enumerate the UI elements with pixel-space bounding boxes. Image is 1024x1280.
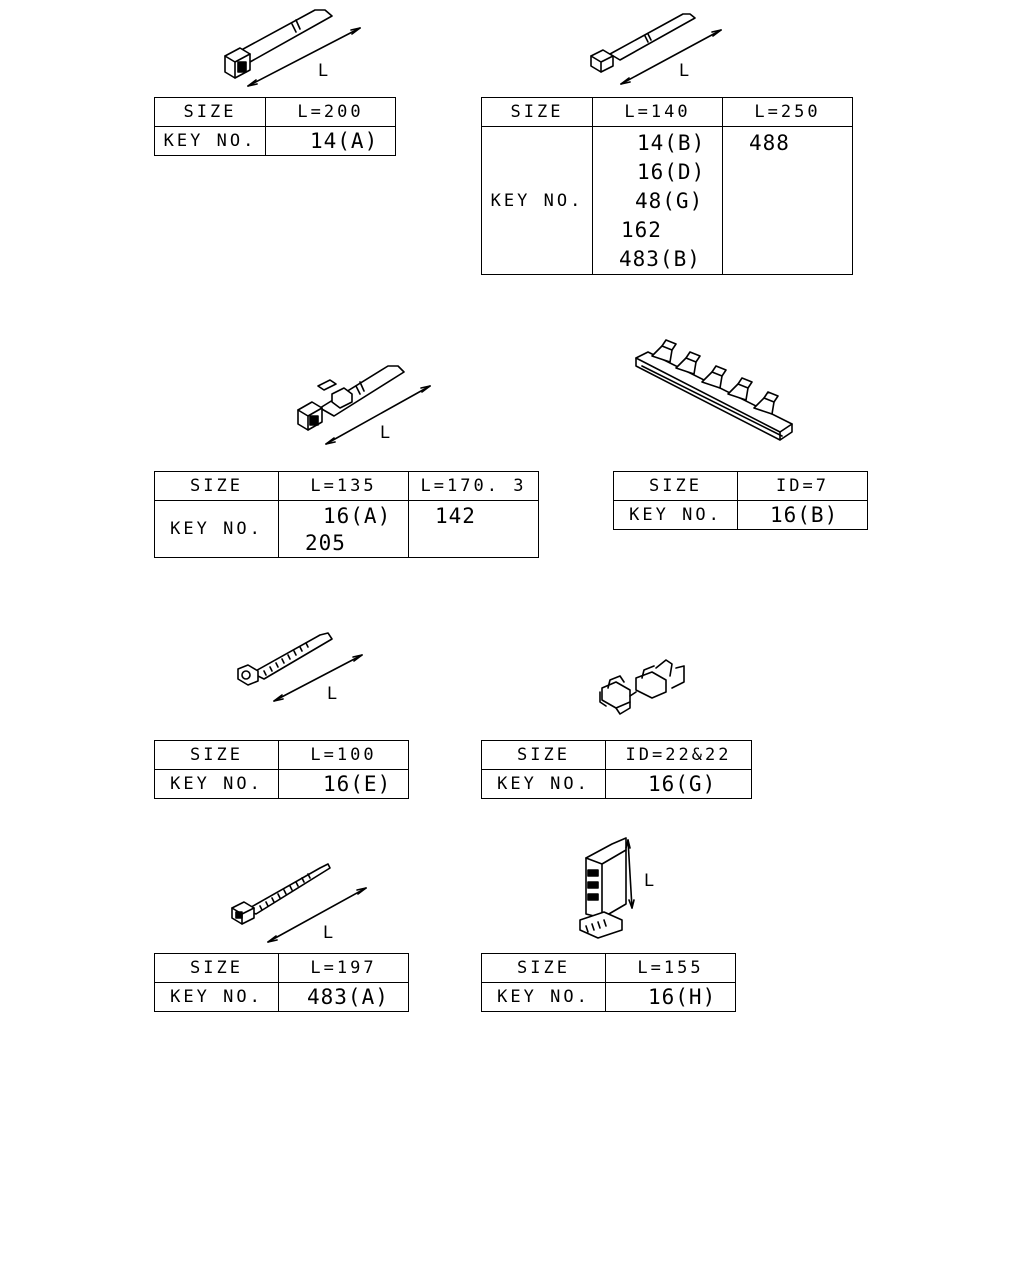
row-label-key-no: KEY NO. bbox=[482, 983, 606, 1012]
cable-tie-bracket-icon bbox=[290, 358, 440, 458]
spec-table-id7 bbox=[613, 471, 868, 530]
header-id: ID=7 bbox=[738, 472, 868, 501]
harness-clamp-strip-icon bbox=[632, 336, 802, 446]
key-no-value: 483(A) bbox=[279, 983, 409, 1012]
key-no-value: 16(B) bbox=[738, 501, 868, 530]
dim-label: L bbox=[327, 684, 337, 704]
key-no-value: 48(G) bbox=[635, 189, 704, 213]
row-label-key-no: KEY NO. bbox=[614, 501, 738, 530]
header-length-2: L=170. 3 bbox=[409, 472, 539, 501]
key-no-list-1 bbox=[593, 127, 723, 275]
dim-label: L bbox=[644, 871, 654, 891]
key-no-list-2 bbox=[409, 501, 539, 558]
cable-tie-push-mount-icon bbox=[230, 625, 370, 710]
header-size: SIZE bbox=[482, 98, 593, 127]
key-no-value: 16(D) bbox=[637, 160, 706, 184]
spec-table-id22 bbox=[481, 740, 752, 799]
key-no-value: 16(A) bbox=[323, 504, 392, 528]
spec-table-l140-l250 bbox=[481, 97, 853, 275]
header-size: SIZE bbox=[155, 98, 266, 127]
row-label-key-no: KEY NO. bbox=[482, 127, 593, 275]
header-length: L=197 bbox=[279, 954, 409, 983]
header-length: L=200 bbox=[266, 98, 396, 127]
dim-label: L bbox=[323, 923, 333, 943]
key-no-list-2 bbox=[723, 127, 853, 275]
spec-table-l197 bbox=[154, 953, 409, 1012]
key-no-value: 16(E) bbox=[279, 770, 409, 799]
cable-tie-vertical-clip-icon bbox=[572, 834, 672, 944]
spec-table-l135-l170 bbox=[154, 471, 539, 558]
row-label-key-no: KEY NO. bbox=[155, 770, 279, 799]
key-no-value: 142 bbox=[435, 504, 476, 528]
row-label-key-no: KEY NO. bbox=[155, 983, 279, 1012]
key-no-value: 205 bbox=[305, 531, 346, 555]
header-size: SIZE bbox=[155, 954, 279, 983]
key-no-value: 483(B) bbox=[619, 247, 701, 271]
key-no-value: 162 bbox=[621, 218, 662, 242]
dim-label: L bbox=[380, 423, 390, 443]
key-no-list-1 bbox=[279, 501, 409, 558]
key-no-value: 16(G) bbox=[606, 770, 752, 799]
cable-tie-small-clip-icon bbox=[585, 6, 735, 96]
header-id: ID=22&22 bbox=[606, 741, 752, 770]
row-label-key-no: KEY NO. bbox=[482, 770, 606, 799]
header-length-1: L=140 bbox=[593, 98, 723, 127]
spec-table-l200 bbox=[154, 97, 396, 156]
header-length-2: L=250 bbox=[723, 98, 853, 127]
key-no-value: 14(B) bbox=[637, 131, 706, 155]
row-label-key-no: KEY NO. bbox=[155, 127, 266, 156]
header-size: SIZE bbox=[614, 472, 738, 501]
cable-tie-icon bbox=[226, 858, 376, 948]
header-length: L=155 bbox=[606, 954, 736, 983]
header-size: SIZE bbox=[482, 741, 606, 770]
double-pipe-clip-icon bbox=[596, 652, 696, 722]
header-size: SIZE bbox=[155, 741, 279, 770]
header-length: L=100 bbox=[279, 741, 409, 770]
dim-label: L bbox=[679, 61, 689, 81]
key-no-value: 16(H) bbox=[606, 983, 736, 1012]
key-no-value: 14(A) bbox=[266, 127, 396, 156]
spec-table-l155 bbox=[481, 953, 736, 1012]
spec-table-l100 bbox=[154, 740, 409, 799]
header-length-1: L=135 bbox=[279, 472, 409, 501]
header-size: SIZE bbox=[155, 472, 279, 501]
row-label-key-no: KEY NO. bbox=[155, 501, 279, 558]
key-no-value: 488 bbox=[749, 131, 790, 155]
dim-label: L bbox=[318, 61, 328, 81]
header-size: SIZE bbox=[482, 954, 606, 983]
cable-tie-clip-icon bbox=[220, 4, 370, 94]
